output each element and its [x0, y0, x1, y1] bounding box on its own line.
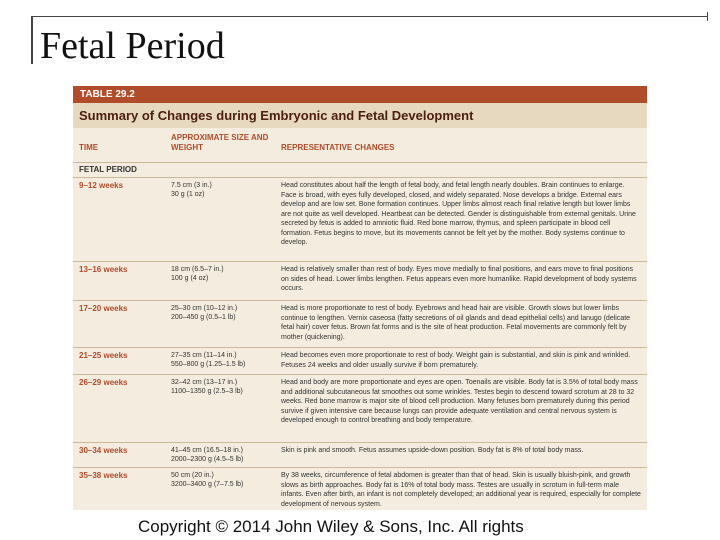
table-row — [73, 347, 647, 374]
table-label: TABLE 29.2 — [73, 86, 647, 103]
cell-time: 30–34 weeks — [79, 446, 128, 455]
cell-size: 32–42 cm (13–17 in.) 1100–1350 g (2.5–3 lb) — [171, 379, 243, 395]
slide-title: Fetal Period — [40, 25, 225, 67]
cell-size: 7.5 cm (3 in.) 30 g (1 oz) — [171, 182, 212, 198]
cell-time: 9–12 weeks — [79, 181, 124, 190]
title-rule-tick — [707, 12, 708, 21]
cell-changes: Head becomes even more proportionate to rest of body. Weight gain is substantial, and skin is pink and wrinkled. Fetuses 24 weeks and older usually survive if born prematurely. — [281, 352, 631, 369]
table-row — [73, 442, 647, 467]
cell-size: 41–45 cm (16.5–18 in.) 2000–2300 g (4.5–5 lb) — [171, 447, 244, 463]
title-rule-vertical — [31, 16, 33, 64]
table-row — [73, 177, 647, 261]
cell-time: 21–25 weeks — [79, 351, 128, 360]
header-size: APPROXIMATE SIZE AND WEIGHT — [171, 133, 269, 152]
cell-changes: By 38 weeks, circumference of fetal abdomen is greater than that of head. Skin is usually bluish-pink, and growth slows as birth approaches. Body fat is 16% of total body mass. Testes are usually in scrotum in full-term male infants. Even after birth, an infant is not completely developed; an additional year is required, especially for complete development of nervous system. — [281, 472, 641, 508]
cell-size: 27–35 cm (11–14 in.) 550–800 g (1.25–1.5 lb) — [171, 352, 246, 368]
header-changes: REPRESENTATIVE CHANGES — [281, 143, 395, 152]
table-row — [73, 261, 647, 300]
cell-time: 13–16 weeks — [79, 265, 128, 274]
cell-changes: Head constitutes about half the length of fetal body, and fetal length nearly doubles. Brain continues to enlarge. Face is broad, with eyes fully developed, closed, and widely separated. Nose develops a bridge. External ears develop and are low set. Bone formation continues. Upper limbs almost reach final relative length but lower limbs are not quite as well developed. Heartbeat can be detected. Gender is distinguishable from external genitals. Urine secreted by fetus is added to amniotic fluid. Red bone marrow, thymus, and spleen participate in blood cell formation. Fetus begins to move, but its movements cannot be felt yet by the mother. Body systems continue to develop. — [281, 182, 636, 246]
cell-changes: Head is more proportionate to rest of body. Eyebrows and head hair are visible. Growth slows but lower limbs continue to lengthen. Vernix caseosa (fatty secretions of oil glands and dead epithelial cells) and lanugo (delicate fetal hair) cover fetus. Brown fat forms and is the site of heat production. Fetal movements are commonly felt by mother (quickening). — [281, 305, 631, 341]
cell-time: 35–38 weeks — [79, 471, 128, 480]
section-label: FETAL PERIOD — [73, 162, 647, 177]
table-row — [73, 300, 647, 347]
cell-size: 18 cm (6.5–7 in.) 100 g (4 oz) — [171, 266, 224, 282]
table-row — [73, 374, 647, 442]
cell-size: 50 cm (20 in.) 3200–3400 g (7–7.5 lb) — [171, 472, 244, 488]
column-headers — [73, 128, 647, 162]
table-image — [73, 86, 647, 510]
cell-changes: Head is relatively smaller than rest of body. Eyes move medially to final positions, and ears move to final positions on sides of head. Lower limbs lengthen. Fetus appears even more humanlike. Rapid development of body systems occurs. — [281, 266, 637, 292]
cell-changes: Skin is pink and smooth. Fetus assumes upside-down position. Body fat is 8% of total body mass. — [281, 447, 584, 454]
table-row — [73, 467, 647, 510]
copyright-notice: Copyright © 2014 John Wiley & Sons, Inc. All rights — [138, 517, 524, 536]
table-title: Summary of Changes during Embryonic and Fetal Development — [73, 103, 647, 128]
header-time: TIME — [79, 143, 99, 152]
cell-size: 25–30 cm (10–12 in.) 200–450 g (0.5–1 lb) — [171, 305, 238, 321]
cell-time: 26–29 weeks — [79, 378, 128, 387]
title-rule-horizontal — [31, 16, 708, 17]
cell-changes: Head and body are more proportionate and eyes are open. Toenails are visible. Body fat is 3.5% of total body mass and additional subcutaneous fat smoothes out some wrinkles. Testes begin to descend toward scrotum at 28 to 32 weeks. Red bone marrow is major site of blood cell production. Many fetuses born prematurely during this period survive if given intensive care because lungs can provide adequate ventilation and central nervous system is developed enough to control breathing and body temperature. — [281, 379, 638, 424]
cell-time: 17–20 weeks — [79, 304, 128, 313]
